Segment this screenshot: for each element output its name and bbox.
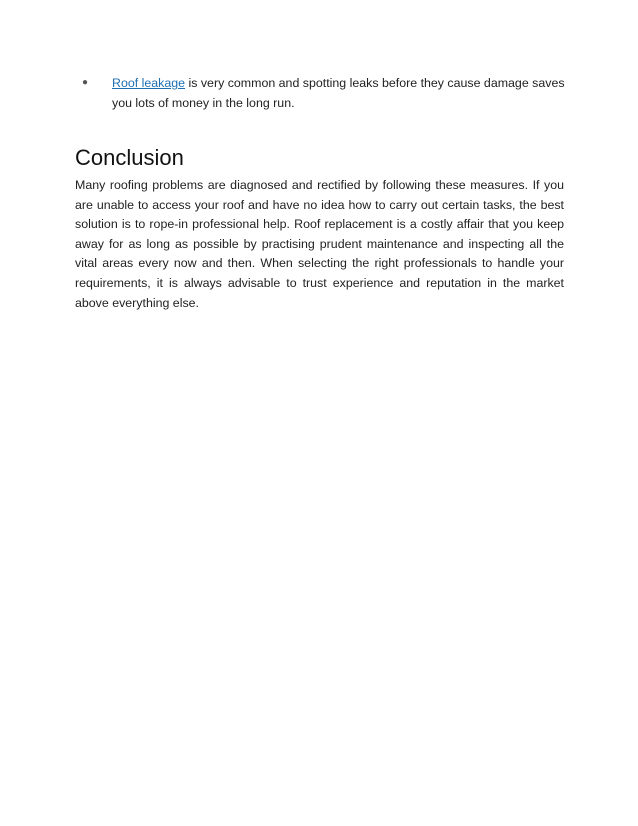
- list-item: [82, 73, 566, 113]
- bullet-list: [82, 73, 566, 113]
- bullet-dot-icon: ●: [82, 77, 89, 88]
- conclusion-paragraph: Many roofing problems are diagnosed and rectified by following these measures. If you are unable to access your roof and have no idea how to carry out certain tasks, the best solution is to rope-in professional help. Roof replacement is a costly affair that you keep away for as long as possible by practising prudent maintenance and inspecting all the vital areas every now and then. When selecting the right professionals to handle your requirements, it is always advisable to trust experience and reputation in the market above everything else.: [75, 178, 564, 310]
- section-heading: Conclusion: [75, 145, 184, 170]
- roof-leakage-link[interactable]: Roof leakage: [112, 76, 186, 90]
- bullet-text: is very common and spotting leaks before they cause damage saves you lots of money in the long run.: [112, 76, 565, 110]
